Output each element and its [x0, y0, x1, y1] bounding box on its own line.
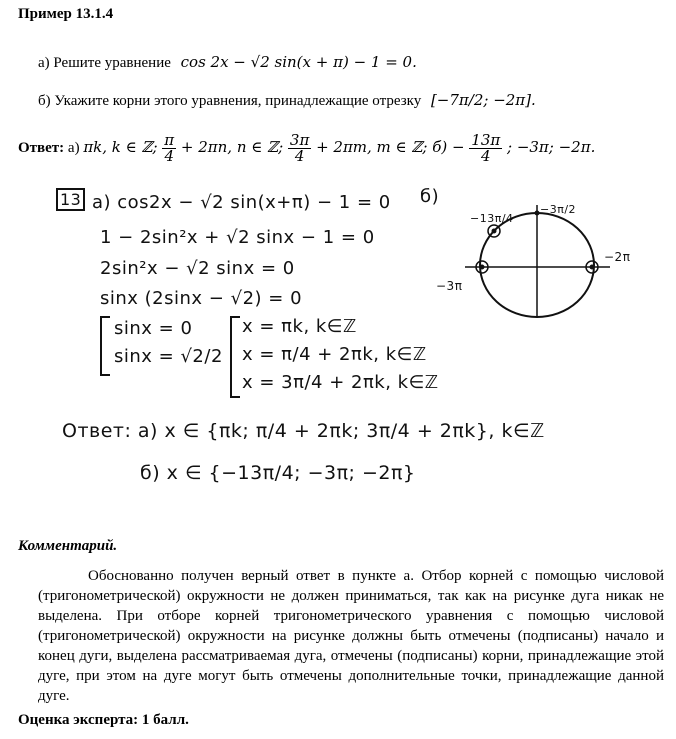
answer-line — [18, 133, 595, 164]
comment-text: Обоснованно получен верный ответ в пункте а. Отбор корней с помощью числовой (тригонометрической) окружности не должен приниматься, так как на рисунке дуга никак не выделена. При отборе корней тригонометрического уравнения с помощью числовой (тригонометрической) окружности на рисунке должны быть отмечены (подписаны) начало и конец дуги, выделена рассматриваемая дуга, отмечены (подписаны) корни, принадлежащие этой дуге, при этом на дуге могут быть отмечены дополнительные точки, принадлежащие данной дуге. — [38, 568, 664, 704]
hw-system-bracket — [100, 316, 110, 376]
hw-solution-1: x = πk, k∈ℤ — [242, 316, 357, 337]
hw-answer-b: б) x ∈ {−13π/4; −3π; −2π} — [140, 462, 416, 484]
root2-numerator: π — [164, 131, 175, 149]
task-b-label: б) Укажите корни этого уравнения, принадлежащие отрезку — [38, 93, 422, 109]
root4-denominator: 4 — [481, 147, 491, 165]
answer-root-2-tail: + 2πn, n ∈ ℤ; — [180, 137, 284, 156]
task-part-a — [38, 53, 417, 72]
hw-line-1: а) cos2x − √2 sin(x+π) − 1 = 0 — [92, 192, 391, 213]
answer-root-4-tail: ; −3π; −2π. — [507, 137, 596, 156]
hw-solution-2: x = π/4 + 2πk, k∈ℤ — [242, 344, 427, 365]
hw-line-4: sinx (2sinx − √2) = 0 — [100, 288, 303, 309]
hw-line-2: 1 − 2sin²x + √2 sinx − 1 = 0 — [100, 227, 375, 248]
task-a-formula: cos 2x − √2 sin(x + π) − 1 = 0. — [180, 53, 417, 71]
task-b-interval: [−7π/2; −2π]. — [430, 91, 536, 109]
comment-heading: Комментарий. — [18, 538, 118, 554]
answer-label: Ответ: — [18, 139, 65, 156]
hw-solutions-bracket — [230, 316, 240, 398]
circle-label-top: −3π/2 — [540, 203, 577, 216]
root4-numerator: 13π — [471, 131, 501, 149]
task-a-label: а) Решите уравнение — [38, 55, 171, 71]
answer-root-3-fraction — [288, 133, 311, 164]
task-number-box: 13 — [56, 188, 85, 211]
root-point-upper-left — [492, 229, 497, 234]
hw-system-eq-1: sinx = 0 — [114, 318, 193, 339]
hw-answer-a: Ответ: а) x ∈ {πk; π/4 + 2πk; 3π/4 + 2πk}, k∈ℤ — [62, 420, 545, 442]
hw-line-3: 2sin²x − √2 sinx = 0 — [100, 258, 295, 279]
root2-denominator: 4 — [164, 147, 174, 165]
root-point-right — [590, 265, 595, 270]
circle-label-upper-left: −13π/4 — [470, 212, 514, 225]
root3-denominator: 4 — [294, 147, 305, 165]
answer-part-a-prefix: а) — [67, 139, 80, 156]
circle-label-right: −2π — [604, 250, 631, 264]
expert-grade: Оценка эксперта: 1 балл. — [18, 712, 189, 728]
root-point-left — [480, 265, 485, 270]
handwritten-task-number — [56, 190, 85, 210]
hw-system-eq-2: sinx = √2/2 — [114, 346, 223, 367]
circle-label-left: −3π — [436, 279, 463, 293]
example-title: Пример 13.1.4 — [18, 6, 114, 22]
answer-root-2-fraction — [162, 133, 176, 164]
answer-root-3-tail: + 2πm, m ∈ ℤ; б) − — [316, 137, 465, 156]
answer-root-4-fraction — [469, 133, 502, 164]
hw-part-b-mark: б) — [420, 186, 440, 207]
root3-numerator: 3π — [289, 131, 310, 149]
hw-solution-3: x = 3π/4 + 2πk, k∈ℤ — [242, 372, 439, 393]
task-part-b — [38, 91, 536, 110]
answer-root-1: πk, k ∈ ℤ; — [83, 137, 158, 156]
point-top — [535, 211, 540, 216]
